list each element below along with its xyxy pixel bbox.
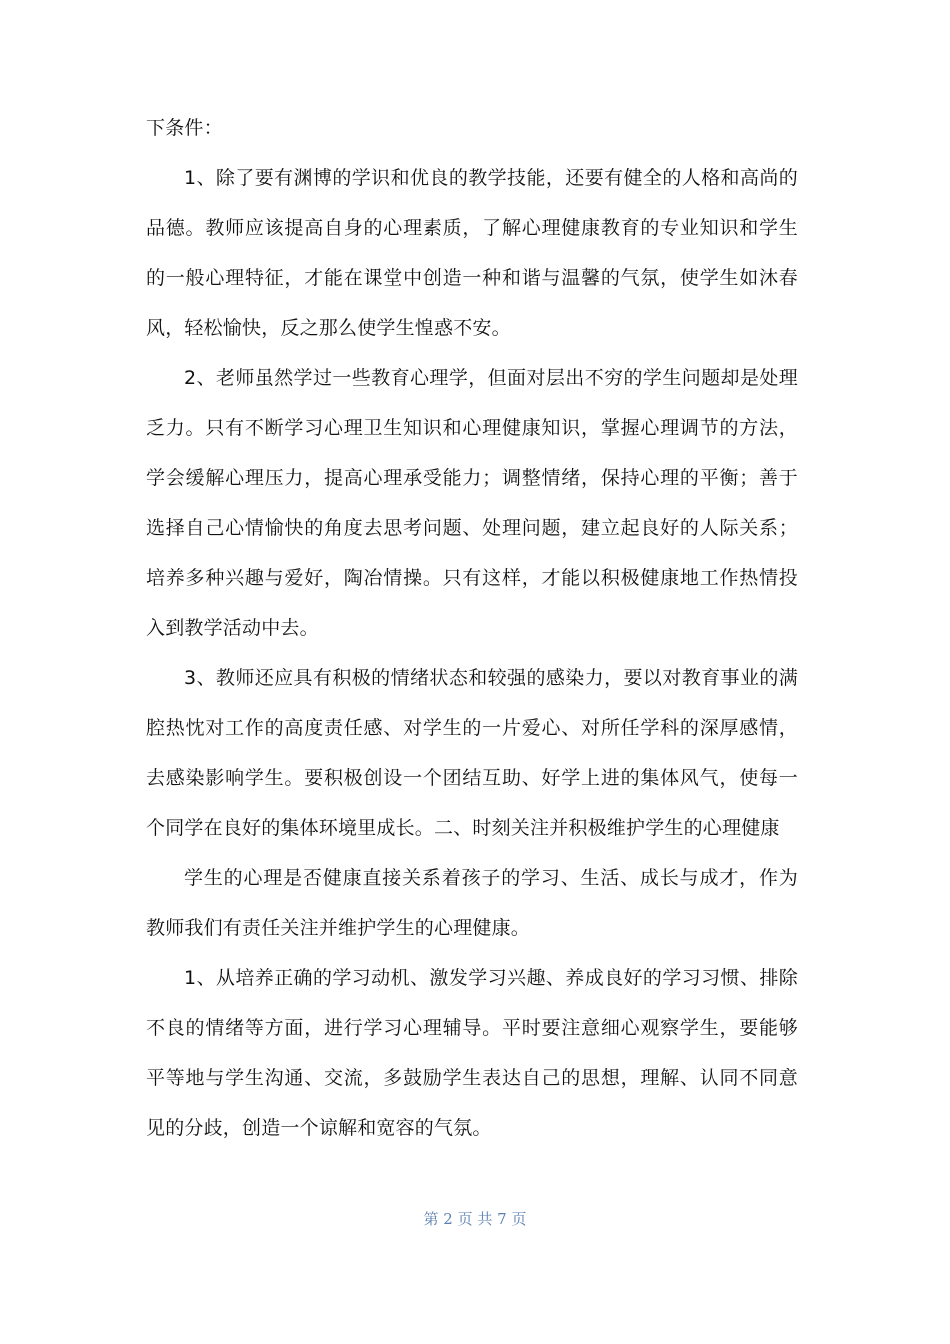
- paragraph-study-guidance: 1、从培养正确的学习动机、激发学习兴趣、养成良好的学习习惯、排除不良的情绪等方面，进行学习心理辅导。平时要注意细心观察学生，要能够平等地与学生沟通、交流，多鼓励学生表达自己的思想，理解、认同不同意见的分歧，创造一个谅解和宽容的气氛。: [146, 967, 798, 1139]
- paragraph-intro: 下条件：: [146, 117, 223, 139]
- document-body: [146, 103, 798, 1153]
- paragraph-item-3: 3、教师还应具有积极的情绪状态和较强的感染力，要以对教育事业的满腔热忱对工作的高度责任感、对学生的一片爱心、对所任学科的深厚感情，去感染影响学生。要积极创设一个团结互助、好学上进的集体风气，使每一个同学在良好的集体环境里成长。二、时刻关注并积极维护学生的心理健康: [146, 667, 798, 839]
- paragraph-item-1: 1、除了要有渊博的学识和优良的教学技能，还要有健全的人格和高尚的品德。教师应该提高自身的心理素质，了解心理健康教育的专业知识和学生的一般心理特征，才能在课堂中创造一种和谐与温馨的气氛，使学生如沐春风，轻松愉快，反之那么使学生惶惑不安。: [146, 167, 798, 339]
- paragraph-item-2: 2、老师虽然学过一些教育心理学，但面对层出不穷的学生问题却是处理乏力。只有不断学习心理卫生知识和心理健康知识，掌握心理调节的方法，学会缓解心理压力，提高心理承受能力；调整情绪，保持心理的平衡；善于选择自己心情愉快的角度去思考问题、处理问题，建立起良好的人际关系；培养多种兴趣与爱好，陶冶情操。只有这样，才能以积极健康地工作热情投入到教学活动中去。: [146, 367, 798, 639]
- paragraph-student-health: 学生的心理是否健康直接关系着孩子的学习、生活、成长与成才，作为教师我们有责任关注并维护学生的心理健康。: [146, 867, 798, 939]
- page-number-footer: 第 2 页 共 7 页: [423, 1210, 527, 1228]
